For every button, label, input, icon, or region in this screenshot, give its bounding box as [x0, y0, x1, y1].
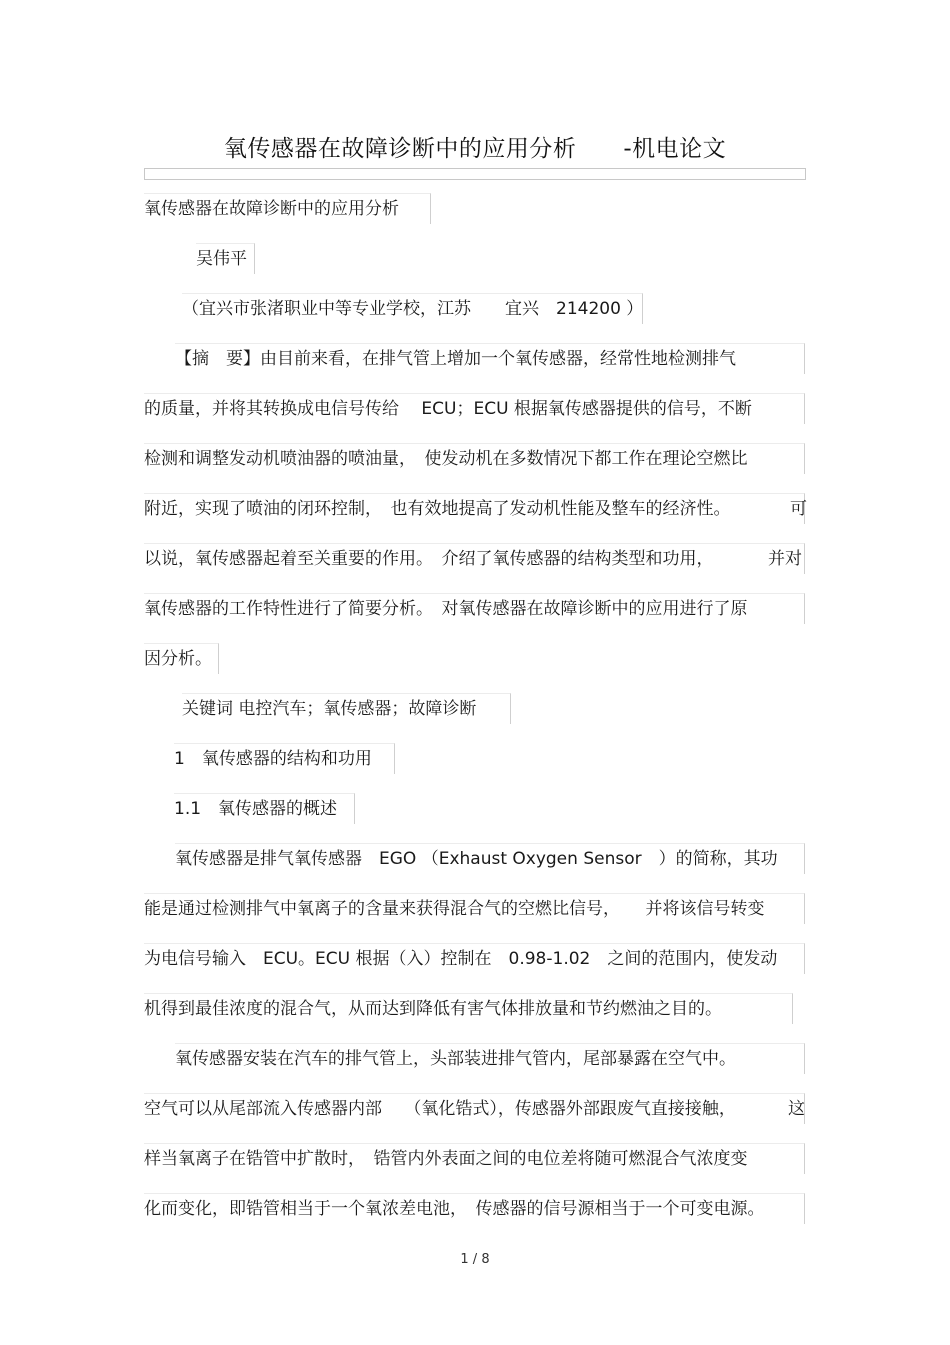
keywords: 关键词 电控汽车；氧传感器；故障诊断	[182, 693, 511, 724]
author: 吴伟平	[196, 243, 255, 274]
body-line: 氧传感器是排气氧传感器 EGO （Exhaust Oxygen Sensor ）的简称，其功	[175, 843, 805, 874]
abstract-line: 检测和调整发动机喷油器的喷油量， 使发动机在多数情况下都工作在理论空燃比	[144, 443, 805, 474]
body-line: 氧传感器安装在汽车的排气管上，头部装进排气管内，尾部暴露在空气中。	[175, 1043, 805, 1074]
abstract-line: 【摘 要】由目前来看，在排气管上增加一个氧传感器，经常性地检测排气	[175, 343, 805, 374]
section-heading: 1 氧传感器的结构和功用	[174, 743, 395, 774]
body-line: 化而变化，即锆管相当于一个氧浓差电池， 传感器的信号源相当于一个可变电源。	[144, 1193, 805, 1224]
body-line: 机得到最佳浓度的混合气，从而达到降低有害气体排放量和节约燃油之目的。	[144, 993, 793, 1024]
page-title: 氧传感器在故障诊断中的应用分析 -机电论文	[223, 136, 727, 162]
abstract-line: 以说，氧传感器起着至关重要的作用。 介绍了氧传感器的结构类型和功用， 并对	[144, 543, 805, 574]
body-line: 空气可以从尾部流入传感器内部 （氧化锆式），传感器外部跟废气直接接触， 这	[144, 1093, 805, 1124]
article-title: 氧传感器在故障诊断中的应用分析	[144, 193, 431, 224]
body-line: 为电信号输入 ECU。ECU 根据（入）控制在 0.98-1.02 之间的范围内，使发动	[144, 943, 805, 974]
body-line: 样当氧离子在锆管中扩散时， 锆管内外表面之间的电位差将随可燃混合气浓度变	[144, 1143, 805, 1174]
page-number: 1 / 8	[460, 1252, 490, 1267]
abstract-line: 的质量，并将其转换成电信号传给 ECU；ECU 根据氧传感器提供的信号，不断	[144, 393, 805, 424]
subsection-heading: 1.1 氧传感器的概述	[174, 793, 355, 824]
affiliation: （宜兴市张渚职业中等专业学校，江苏 宜兴 214200 ）	[182, 293, 643, 324]
title-divider	[144, 168, 806, 180]
abstract-line: 氧传感器的工作特性进行了简要分析。 对氧传感器在故障诊断中的应用进行了原	[144, 593, 805, 624]
abstract-line: 附近，实现了喷油的闭环控制， 也有效地提高了发动机性能及整车的经济性。 可	[144, 493, 805, 524]
abstract-line: 因分析。	[144, 643, 219, 674]
body-line: 能是通过检测排气中氧离子的含量来获得混合气的空燃比信号， 并将该信号转变	[144, 893, 805, 924]
